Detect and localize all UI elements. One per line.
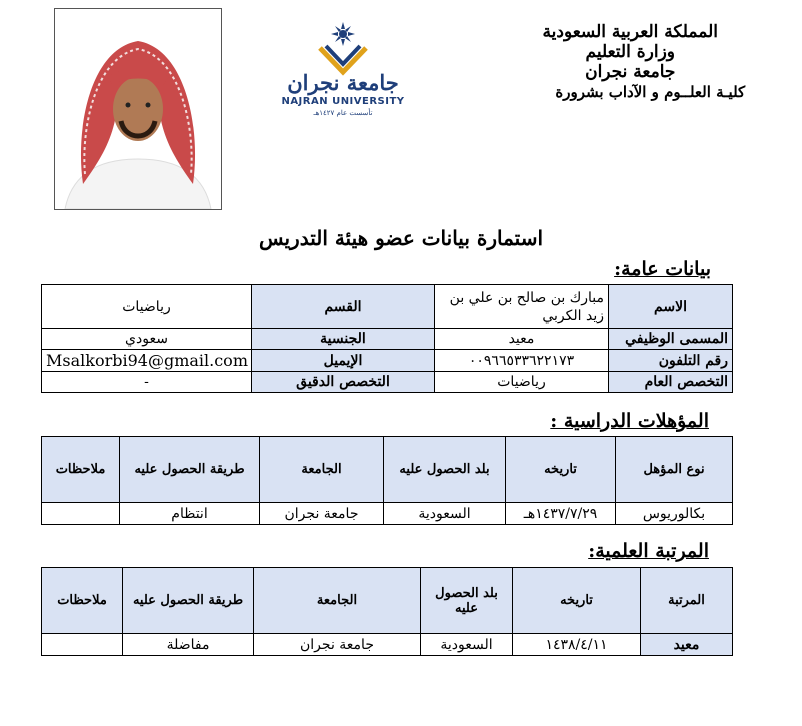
header-line-ministry: وزارة التعليم [585, 42, 675, 62]
rank-country-value: السعودية [421, 634, 513, 656]
rank-header-date: تاريخه [513, 568, 641, 634]
rank-university-value: جامعة نجران [254, 634, 421, 656]
general-spec-label: التخصص العام [609, 372, 733, 393]
header-line-kingdom: المملكة العربية السعودية [542, 22, 718, 42]
qual-country-value: السعودية [384, 503, 506, 525]
qual-header-country: بلد الحصول عليه [384, 437, 506, 503]
rank-header-method: طريقة الحصول عليه [123, 568, 254, 634]
rank-header-country: بلد الحصول عليه [421, 568, 513, 634]
jobtitle-value: معيد [435, 329, 609, 350]
nationality-label: الجنسية [252, 329, 435, 350]
logo-english-text: NAJRAN UNIVERSITY [281, 96, 405, 107]
qual-university-value: جامعة نجران [260, 503, 384, 525]
dept-label: القسم [252, 285, 435, 329]
qual-method-value: انتظام [120, 503, 260, 525]
qual-header-date: تاريخه [506, 437, 616, 503]
general-spec-value: رياضيات [435, 372, 609, 393]
qualifications-table [41, 436, 733, 525]
table-row [42, 503, 733, 525]
person-portrait-icon [55, 9, 221, 209]
qual-header-notes: ملاحظات [42, 437, 120, 503]
name-label: الاسم [609, 285, 733, 329]
qual-header-method: طريقة الحصول عليه [120, 437, 260, 503]
qual-header-type: نوع المؤهل [616, 437, 733, 503]
rank-header-university: الجامعة [254, 568, 421, 634]
general-section-title: بيانات عامة: [614, 258, 711, 280]
general-info-table [41, 284, 733, 393]
phone-label: رقم التلفون [609, 350, 733, 372]
header-line-university: جامعة نجران [585, 62, 676, 82]
university-logo [280, 20, 406, 120]
qual-notes-value [42, 503, 120, 525]
rank-method-value: مفاضلة [123, 634, 254, 656]
qual-header-university: الجامعة [260, 437, 384, 503]
member-photo [54, 8, 222, 210]
table-row [42, 634, 733, 656]
exact-spec-label: التخصص الدقيق [252, 372, 435, 393]
phone-value: ٠٠٩٦٦٥٣٣٦٢٢١٧٣ [435, 350, 609, 372]
institution-header [542, 22, 746, 102]
dept-value: رياضيات [42, 285, 252, 329]
form-title: استمارة بيانات عضو هيئة التدريس [258, 226, 544, 250]
qual-type-value: بكالوريوس [616, 503, 733, 525]
rank-value: معيد [641, 634, 733, 656]
header-line-college: كليـة العلــوم و الآداب بشرورة [555, 83, 746, 101]
exact-spec-value: - [42, 372, 252, 393]
rank-table [41, 567, 733, 656]
logo-tagline: تأسست عام ١٤٢٧هـ [313, 109, 373, 117]
email-label: الإيميل [252, 350, 435, 372]
nationality-value: سعودي [42, 329, 252, 350]
rank-header-rank: المرتبة [641, 568, 733, 634]
qualifications-section-title: المؤهلات الدراسية : [550, 410, 709, 432]
rank-date-value: ١٤٣٨/٤/١١ [513, 634, 641, 656]
rank-section-title: المرتبة العلمية: [588, 540, 709, 562]
email-value[interactable]: Msalkorbi94@gmail.com [42, 350, 252, 372]
jobtitle-label: المسمى الوظيفي [609, 329, 733, 350]
logo-arabic-text: جامعة نجران [287, 70, 399, 95]
rank-notes-value [42, 634, 123, 656]
qual-date-value: ١٤٣٧/٧/٢٩هـ [506, 503, 616, 525]
rank-header-notes: ملاحظات [42, 568, 123, 634]
name-value: مبارك بن صالح بن علي بن زيد الكربي [435, 285, 609, 329]
